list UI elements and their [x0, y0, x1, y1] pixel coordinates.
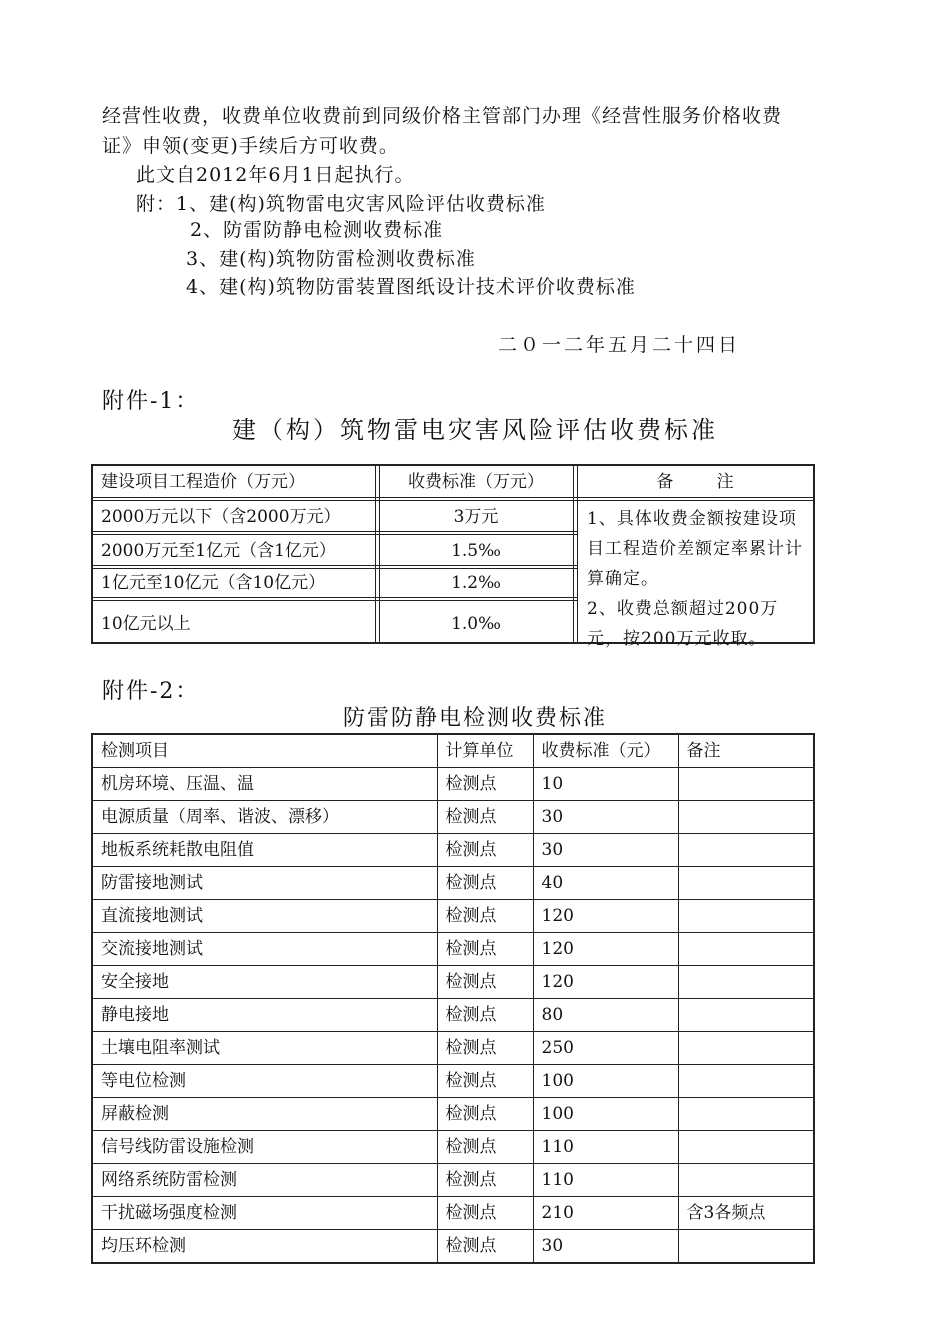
cell-remark — [678, 900, 814, 933]
row-4-fee: 1.0‰ — [451, 614, 501, 634]
note-1: 1、具体收费金额按建设项目工程造价差额定率累计计算确定。 — [587, 509, 803, 589]
table-row — [92, 1230, 814, 1264]
cell-fee: 250 — [533, 1032, 678, 1065]
table-row — [92, 801, 814, 834]
cell-item: 屏蔽检测 — [92, 1098, 437, 1131]
cell-item: 干扰磁场强度检测 — [92, 1197, 437, 1230]
header-item: 检测项目 — [92, 734, 437, 768]
static-testing-fee-table — [91, 733, 815, 1264]
table-row — [92, 1164, 814, 1197]
cell-unit: 检测点 — [437, 1065, 533, 1098]
cell-item: 电源质量（周率、谐波、漂移） — [92, 801, 437, 834]
cell-remark — [678, 966, 814, 999]
table-row — [92, 1098, 814, 1131]
cell-item: 交流接地测试 — [92, 933, 437, 966]
cell-unit: 检测点 — [437, 1197, 533, 1230]
table-row — [92, 1032, 814, 1065]
header-fee: 收费标准（元） — [533, 734, 678, 768]
row-2-fee: 1.5‰ — [451, 541, 501, 561]
table-row — [92, 966, 814, 999]
cell-fee: 30 — [533, 801, 678, 834]
risk-assessment-fee-table — [91, 464, 815, 649]
cell-fee: 30 — [533, 834, 678, 867]
table-header-row — [92, 734, 814, 768]
cell-item: 直流接地测试 — [92, 900, 437, 933]
cell-remark — [678, 1230, 814, 1264]
table-row — [92, 999, 814, 1032]
row-1-fee: 3万元 — [453, 507, 499, 527]
cell-unit: 检测点 — [437, 999, 533, 1032]
cell-remark — [678, 933, 814, 966]
table-body — [92, 768, 814, 1264]
fee-notes — [581, 500, 813, 658]
attachment-item-4: 4、建(构)筑物防雷装置图纸设计技术评价收费标准 — [186, 276, 636, 298]
cell-remark — [678, 1131, 814, 1164]
attachment-item-1: 1、建(构)筑物雷电灾害风险评估收费标准 — [176, 193, 546, 215]
header-note: 备 注 — [656, 472, 734, 492]
annex-2-label: 附件-2： — [102, 679, 200, 704]
cell-unit: 检测点 — [437, 1230, 533, 1264]
cell-unit: 检测点 — [437, 1098, 533, 1131]
table-row — [92, 768, 814, 801]
row-2-range: 2000万元至1亿元（含1亿元） — [101, 541, 336, 561]
cell-item: 静电接地 — [92, 999, 437, 1032]
cell-remark: 含3各频点 — [678, 1197, 814, 1230]
cell-unit: 检测点 — [437, 933, 533, 966]
intro-line-1: 经营性收费，收费单位收费前到同级价格主管部门办理《经营性服务价格收费 — [102, 105, 783, 127]
cell-fee: 30 — [533, 1230, 678, 1264]
cell-fee: 80 — [533, 999, 678, 1032]
table-row — [92, 1131, 814, 1164]
cell-remark — [678, 768, 814, 801]
divider — [375, 466, 376, 642]
cell-remark — [678, 834, 814, 867]
cell-item: 地板系统耗散电阻值 — [92, 834, 437, 867]
table-row — [92, 867, 814, 900]
cell-fee: 100 — [533, 1098, 678, 1131]
cell-unit: 检测点 — [437, 1164, 533, 1197]
row-4-range: 10亿元以上 — [101, 614, 191, 634]
cell-unit: 检测点 — [437, 801, 533, 834]
attachment-item-3: 3、建(构)筑物防雷检测收费标准 — [186, 248, 476, 270]
cell-fee: 120 — [533, 966, 678, 999]
cell-unit: 检测点 — [437, 966, 533, 999]
cell-unit: 检测点 — [437, 1032, 533, 1065]
cell-fee: 110 — [533, 1131, 678, 1164]
cell-remark — [678, 867, 814, 900]
annex-1-title: 建（构）筑物雷电灾害风险评估收费标准 — [232, 416, 718, 444]
cell-fee: 100 — [533, 1065, 678, 1098]
cell-remark — [678, 801, 814, 834]
table-row — [92, 1197, 814, 1230]
attachments-prefix: 附： — [136, 193, 177, 215]
cell-fee: 210 — [533, 1197, 678, 1230]
attachment-item-2: 2、防雷防静电检测收费标准 — [190, 219, 444, 241]
table-row — [92, 1065, 814, 1098]
document-date: 二０一二年五月二十四日 — [498, 334, 741, 356]
divider — [93, 600, 577, 601]
cell-fee: 10 — [533, 768, 678, 801]
row-1-range: 2000万元以下（含2000万元） — [101, 507, 341, 527]
intro-line-2: 证》申领(变更)手续后方可收费。 — [102, 135, 399, 157]
cell-remark — [678, 999, 814, 1032]
header-remark: 备注 — [678, 734, 814, 768]
cell-unit: 检测点 — [437, 834, 533, 867]
cell-item: 均压环检测 — [92, 1230, 437, 1264]
cell-unit: 检测点 — [437, 768, 533, 801]
cell-fee: 40 — [533, 867, 678, 900]
cell-item: 信号线防雷设施检测 — [92, 1131, 437, 1164]
cell-item: 等电位检测 — [92, 1065, 437, 1098]
header-unit: 计算单位 — [437, 734, 533, 768]
cell-fee: 120 — [533, 900, 678, 933]
cell-item: 防雷接地测试 — [92, 867, 437, 900]
cell-fee: 110 — [533, 1164, 678, 1197]
cell-remark — [678, 1032, 814, 1065]
attachments-first-line — [136, 190, 546, 218]
cell-remark — [678, 1164, 814, 1197]
header-cost: 建设项目工程造价（万元） — [101, 472, 305, 492]
row-3-fee: 1.2‰ — [451, 573, 501, 593]
note-2: 2、收费总额超过200万元，按200万元收取。 — [587, 599, 779, 649]
cell-item: 机房环境、压温、温 — [92, 768, 437, 801]
header-fee: 收费标准（万元） — [408, 472, 544, 492]
effective-date-line: 此文自2012年6月1日起执行。 — [136, 164, 415, 186]
annex-2-title: 防雷防静电检测收费标准 — [342, 706, 607, 731]
cell-remark — [678, 1098, 814, 1131]
table-row — [92, 933, 814, 966]
cell-item: 土壤电阻率测试 — [92, 1032, 437, 1065]
table-row — [92, 900, 814, 933]
annex-1-label: 附件-1： — [102, 389, 200, 414]
row-3-range: 1亿元至10亿元（含10亿元） — [101, 573, 326, 593]
cell-unit: 检测点 — [437, 867, 533, 900]
divider — [573, 466, 574, 642]
cell-fee: 120 — [533, 933, 678, 966]
cell-unit: 检测点 — [437, 900, 533, 933]
table-row — [92, 834, 814, 867]
cell-item: 安全接地 — [92, 966, 437, 999]
cell-unit: 检测点 — [437, 1131, 533, 1164]
cell-remark — [678, 1065, 814, 1098]
cell-item: 网络系统防雷检测 — [92, 1164, 437, 1197]
